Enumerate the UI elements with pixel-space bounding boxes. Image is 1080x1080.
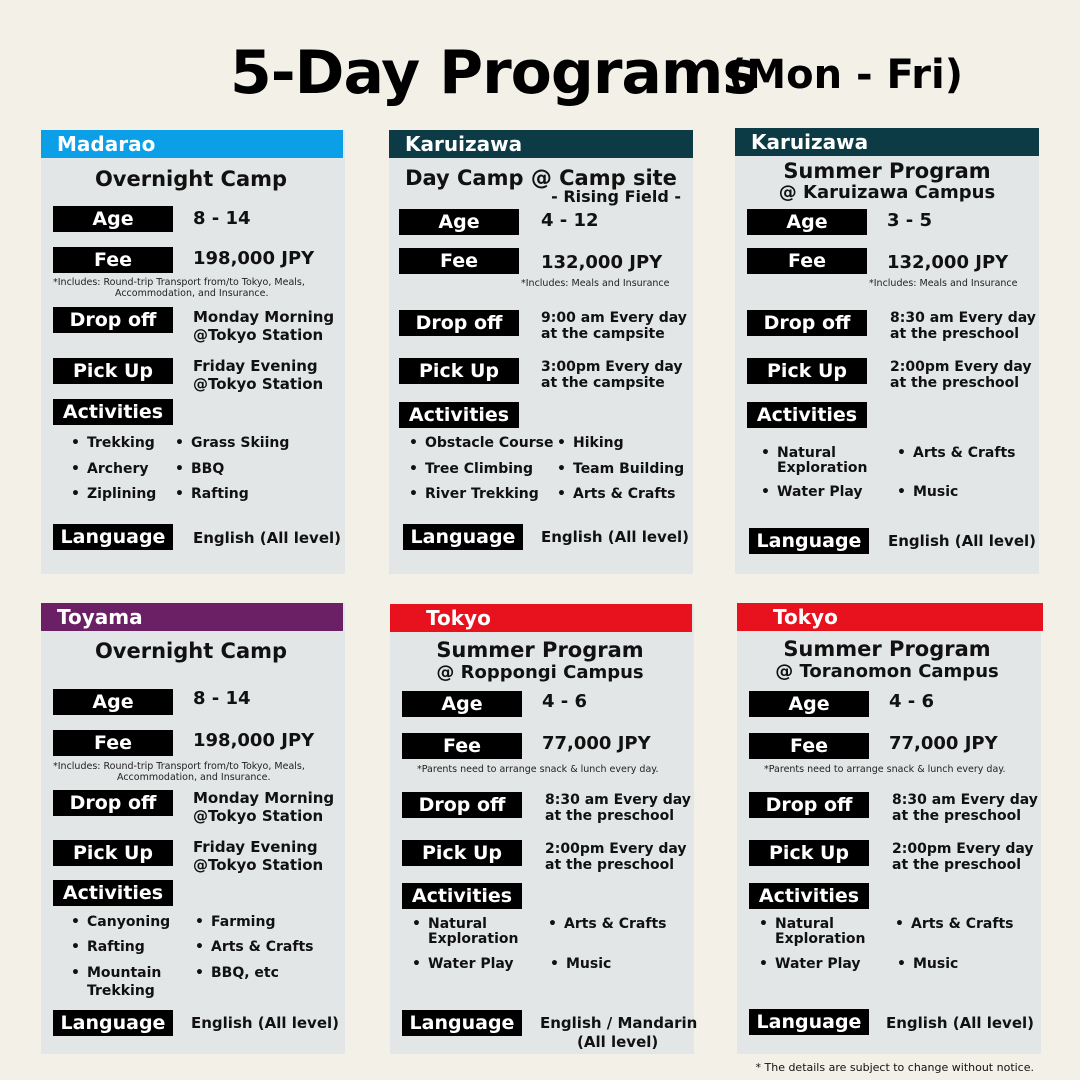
card-title-sub: @ Karuizawa Campus — [778, 182, 996, 203]
activity-item-line2: Exploration — [428, 931, 519, 947]
activity-item: • Arts & Crafts — [557, 486, 676, 502]
activities-label: Activities — [53, 880, 173, 906]
fee-note: *Includes: Meals and Insurance — [521, 278, 670, 289]
card-title-sub: - Rising Field - — [551, 187, 681, 206]
card-title-sub: @ Roppongi Campus — [436, 662, 644, 683]
activity-item: • BBQ — [175, 461, 225, 477]
pick-up-label: Pick Up — [402, 840, 522, 866]
language-label: Language — [749, 1009, 869, 1035]
drop-off-value: 8:30 am Every day — [892, 792, 1038, 808]
activity-item: • Natural — [761, 445, 836, 461]
activity-item: • Arts & Crafts — [895, 916, 1014, 932]
activity-item: • Mountain — [71, 965, 162, 981]
drop-off-label: Drop off — [53, 307, 173, 333]
pick-up-label: Pick Up — [749, 840, 869, 866]
card-title: Overnight Camp — [94, 639, 288, 663]
age-label: Age — [53, 689, 173, 715]
language-value: English (All level) — [193, 529, 342, 547]
fee-value: 77,000 JPY — [542, 733, 651, 754]
activity-item-line2: Exploration — [777, 460, 868, 476]
drop-off-label: Drop off — [402, 792, 522, 818]
language-value: English (All level) — [191, 1014, 340, 1032]
card-title: Summer Program — [783, 159, 991, 183]
pick-up-value: 3:00pm Every day — [541, 359, 683, 375]
activities-label: Activities — [749, 883, 869, 909]
age-value: 4 - 6 — [889, 691, 935, 712]
pick-up-value-line2: at the preschool — [545, 857, 675, 873]
language-label: Language — [403, 524, 523, 550]
activity-item: • Ziplining — [71, 486, 157, 502]
drop-off-label: Drop off — [749, 792, 869, 818]
language-value: English (All level) — [888, 532, 1037, 550]
pick-up-label: Pick Up — [747, 358, 867, 384]
language-label: Language — [402, 1010, 522, 1036]
activity-item: • Trekking — [71, 435, 155, 451]
activity-item: • Grass Skiing — [175, 435, 290, 451]
language-value: English (All level) — [541, 528, 690, 546]
fee-label: Fee — [747, 248, 867, 274]
age-label: Age — [53, 206, 173, 232]
activity-item: • Obstacle Course — [409, 435, 554, 451]
pick-up-value-line2: at the preschool — [890, 375, 1020, 391]
drop-off-label: Drop off — [747, 310, 867, 336]
pick-up-value-line2: at the preschool — [892, 857, 1022, 873]
language-value-line2: (All level) — [577, 1033, 659, 1051]
program-card-karuizawa-day-camp — [389, 130, 693, 574]
footnote: * The details are subject to change without notice. — [755, 1061, 1034, 1074]
activity-item: • Water Play — [761, 484, 863, 500]
activity-item: • Arts & Crafts — [195, 939, 314, 955]
pick-up-value-line2: at the campsite — [541, 375, 665, 391]
drop-off-value: 9:00 am Every day — [541, 310, 687, 326]
drop-off-value-line2: at the campsite — [541, 326, 665, 342]
activity-item: • Canyoning — [71, 914, 171, 930]
language-value: English / Mandarin — [540, 1014, 698, 1032]
activity-item: • Rafting — [175, 486, 249, 502]
activity-item: • Archery — [71, 461, 149, 477]
pick-up-value: 2:00pm Every day — [892, 841, 1034, 857]
drop-off-value-line2: at the preschool — [890, 326, 1020, 342]
fee-label: Fee — [53, 730, 173, 756]
drop-off-value-line2: @Tokyo Station — [193, 807, 324, 825]
activity-item: • Team Building — [557, 461, 685, 477]
activity-item: • BBQ, etc — [195, 965, 279, 981]
drop-off-value: 8:30 am Every day — [545, 792, 691, 808]
activities-label: Activities — [399, 402, 519, 428]
activity-item-line2: Trekking — [87, 983, 155, 999]
age-label: Age — [747, 209, 867, 235]
pick-up-value: Friday Evening — [193, 838, 318, 856]
activity-item: • Natural — [412, 916, 487, 932]
age-value: 4 - 6 — [542, 691, 588, 712]
card-location-header: Karuizawa — [735, 128, 1039, 156]
pick-up-value: 2:00pm Every day — [545, 841, 687, 857]
card-location-header: Karuizawa — [389, 130, 693, 158]
card-location-header: Tokyo — [390, 604, 692, 632]
program-card-karuizawa-summer — [735, 128, 1039, 574]
fee-label: Fee — [402, 733, 522, 759]
drop-off-value-line2: at the preschool — [892, 808, 1022, 824]
card-title: Summer Program — [436, 638, 644, 662]
age-value: 3 - 5 — [887, 210, 933, 231]
drop-off-value: 8:30 am Every day — [890, 310, 1036, 326]
drop-off-value: Monday Morning — [193, 789, 335, 807]
activity-item: • Arts & Crafts — [897, 445, 1016, 461]
fee-value: 132,000 JPY — [541, 252, 663, 273]
program-card-toyama — [41, 603, 345, 1054]
program-card-madarao — [41, 130, 345, 574]
drop-off-label: Drop off — [399, 310, 519, 336]
language-label: Language — [53, 524, 173, 550]
fee-value: 132,000 JPY — [887, 252, 1009, 273]
language-value: English (All level) — [886, 1014, 1035, 1032]
program-card-tokyo-roppongi — [390, 604, 698, 1054]
fee-note-line2: Accommodation, and Insurance. — [115, 288, 269, 299]
card-location-header: Toyama — [41, 603, 343, 631]
activities-label: Activities — [402, 883, 522, 909]
activity-item: • Rafting — [71, 939, 145, 955]
activity-item: • Music — [897, 956, 959, 972]
activity-item: • Water Play — [759, 956, 861, 972]
activity-item: • Hiking — [557, 435, 624, 451]
fee-value: 198,000 JPY — [193, 730, 315, 751]
drop-off-label: Drop off — [53, 790, 173, 816]
pick-up-label: Pick Up — [399, 358, 519, 384]
program-card-tokyo-toranomon — [737, 603, 1041, 1054]
fee-note: *Includes: Meals and Insurance — [869, 278, 1018, 289]
fee-note: *Parents need to arrange snack & lunch every day. — [764, 764, 1006, 775]
card-location-header: Madarao — [41, 130, 343, 158]
card-title: Day Camp @ Camp site — [405, 166, 677, 190]
pick-up-label: Pick Up — [53, 840, 173, 866]
drop-off-value-line2: @Tokyo Station — [193, 326, 324, 344]
activity-item: • Arts & Crafts — [548, 916, 667, 932]
language-label: Language — [749, 528, 869, 554]
fee-note: *Parents need to arrange snack & lunch every day. — [417, 764, 659, 775]
activity-item: • Music — [550, 956, 612, 972]
pick-up-label: Pick Up — [53, 358, 173, 384]
page-subtitle: (Mon - Fri) — [728, 52, 963, 98]
activities-label: Activities — [53, 399, 173, 425]
age-label: Age — [402, 691, 522, 717]
age-value: 8 - 14 — [193, 208, 251, 229]
age-label: Age — [399, 209, 519, 235]
fee-note: *Includes: Round-trip Transport from/to Tokyo, Meals, — [53, 761, 305, 772]
drop-off-value: Monday Morning — [193, 308, 335, 326]
page-title: 5-Day Programs — [230, 38, 758, 108]
fee-value: 198,000 JPY — [193, 248, 315, 269]
age-value: 4 - 12 — [541, 210, 599, 231]
age-value: 8 - 14 — [193, 688, 251, 709]
activity-item: • Tree Climbing — [409, 461, 534, 477]
activity-item: • River Trekking — [409, 486, 539, 502]
fee-label: Fee — [399, 248, 519, 274]
activities-label: Activities — [747, 402, 867, 428]
fee-label: Fee — [53, 247, 173, 273]
activity-item: • Music — [897, 484, 959, 500]
card-title-sub: @ Toranomon Campus — [775, 661, 999, 682]
pick-up-value-line2: @Tokyo Station — [193, 856, 324, 874]
card-title: Summer Program — [783, 637, 991, 661]
fee-note-line2: Accommodation, and Insurance. — [117, 772, 271, 783]
card-title: Overnight Camp — [94, 167, 288, 191]
pick-up-value: Friday Evening — [193, 357, 318, 375]
activity-item: • Natural — [759, 916, 834, 932]
activity-item: • Farming — [195, 914, 276, 930]
card-location-header: Tokyo — [737, 603, 1043, 631]
pick-up-value: 2:00pm Every day — [890, 359, 1032, 375]
age-label: Age — [749, 691, 869, 717]
pick-up-value-line2: @Tokyo Station — [193, 375, 324, 393]
fee-value: 77,000 JPY — [889, 733, 998, 754]
activity-item: • Water Play — [412, 956, 514, 972]
language-label: Language — [53, 1010, 173, 1036]
fee-label: Fee — [749, 733, 869, 759]
activity-item-line2: Exploration — [775, 931, 866, 947]
drop-off-value-line2: at the preschool — [545, 808, 675, 824]
fee-note: *Includes: Round-trip Transport from/to Tokyo, Meals, — [53, 277, 305, 288]
